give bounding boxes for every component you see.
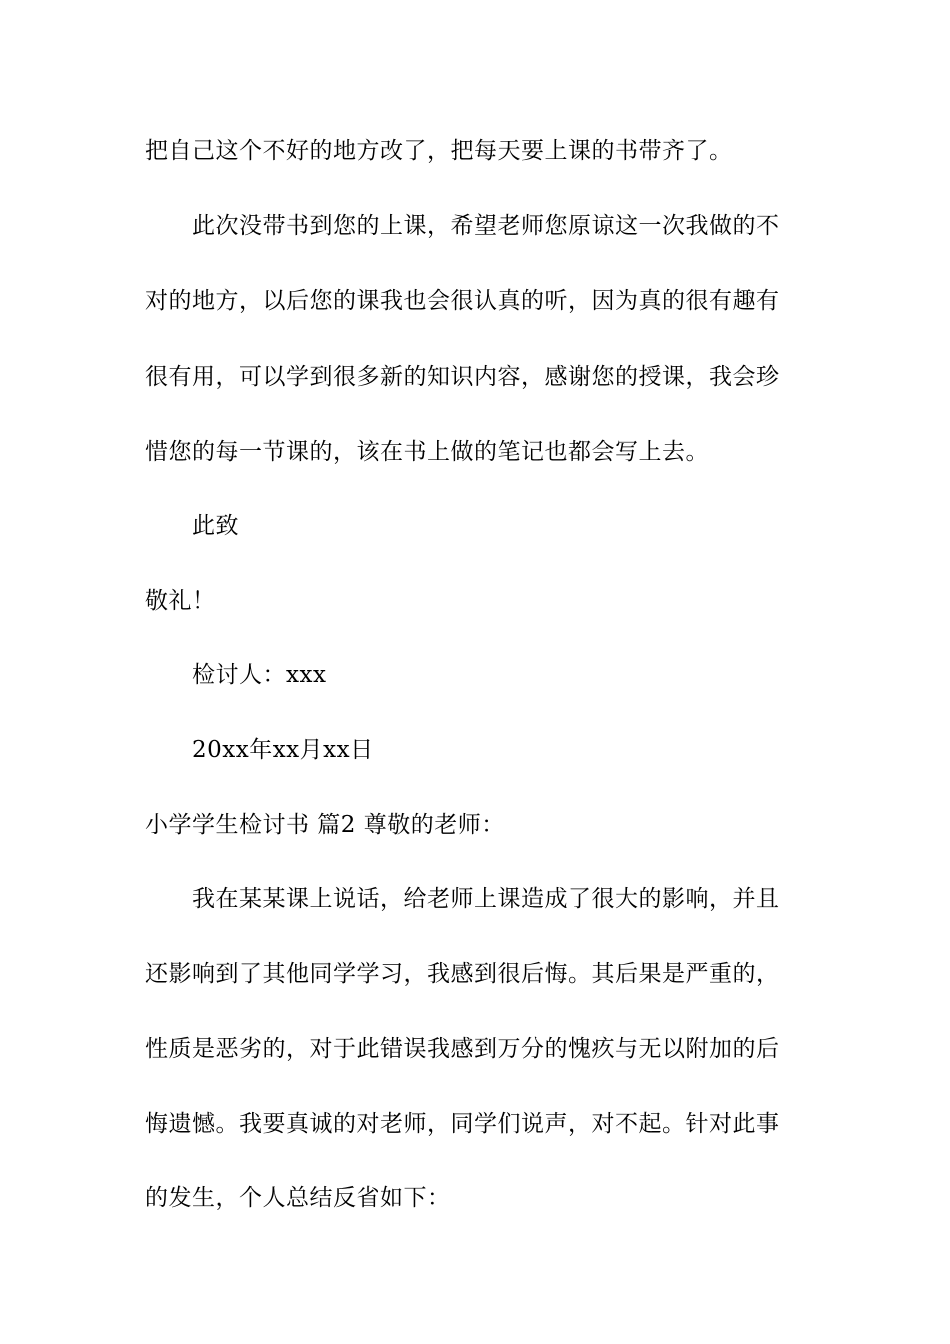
paragraph-line: 把自己这个不好的地方改了，把每天要上课的书带齐了。 (145, 138, 733, 164)
salutation-line: 敬礼！ (145, 588, 216, 614)
paragraph-line: 悔遗憾。我要真诚的对老师，同学们说声，对不起。针对此事 (145, 1111, 780, 1137)
paragraph-line: 性质是恶劣的，对于此错误我感到万分的愧疚与无以附加的后 (145, 1036, 780, 1062)
signer-line: 检讨人：xxx (192, 662, 327, 688)
section-heading: 小学学生检讨书 篇2 尊敬的老师： (145, 812, 505, 838)
paragraph-line: 惜您的每一节课的，该在书上做的笔记也都会写上去。 (145, 439, 709, 465)
paragraph-line: 对的地方，以后您的课我也会很认真的听，因为真的很有趣有 (145, 288, 780, 314)
paragraph-line: 的发生，个人总结反省如下： (145, 1185, 451, 1211)
closing-line: 此致 (192, 513, 239, 539)
date-line: 20xx年xx月xx日 (192, 737, 374, 763)
paragraph-line: 此次没带书到您的上课，希望老师您原谅这一次我做的不 (192, 213, 780, 239)
paragraph-line: 还影响到了其他同学学习，我感到很后悔。其后果是严重的， (145, 961, 780, 987)
paragraph-line: 我在某某课上说话，给老师上课造成了很大的影响，并且 (192, 886, 780, 912)
paragraph-line: 很有用，可以学到很多新的知识内容，感谢您的授课，我会珍 (145, 364, 780, 390)
